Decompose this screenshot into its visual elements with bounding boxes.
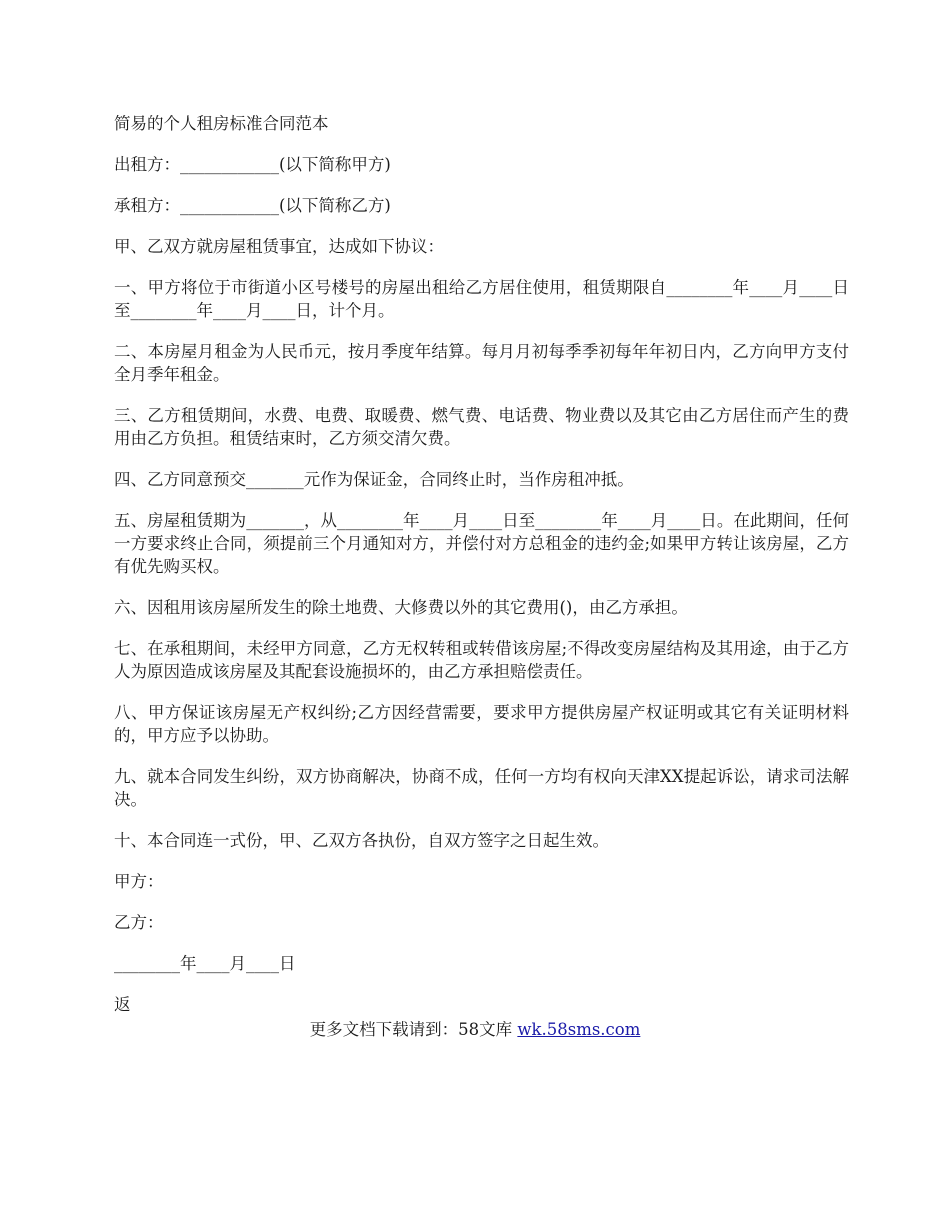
footer-prefix: 更多文档下载请到：58文库 xyxy=(309,1020,518,1039)
agreement-intro: 甲、乙双方就房屋租赁事宜，达成如下协议： xyxy=(114,237,444,256)
clause-10: 十、本合同连一式份，甲、乙双方各执份，自双方签字之日起生效。 xyxy=(114,831,609,850)
return-text: 返 xyxy=(114,995,131,1014)
clause-8: 八、甲方保证该房屋无产权纠纷;乙方因经营需要，要求甲方提供房屋产权证明或其它有关证明材料的，甲方应予以协助。 xyxy=(114,703,849,745)
clause-7: 七、在承租期间，未经甲方同意，乙方无权转租或转借该房屋;不得改变房屋结构及其用途，由于乙方人为原因造成该房屋及其配套设施损坏的，由乙方承担赔偿责任。 xyxy=(114,639,849,681)
footer xyxy=(0,1018,950,1041)
clause-4: 四、乙方同意预交_______元作为保证金，合同终止时，当作房租冲抵。 xyxy=(114,470,634,489)
lessee-line: 承租方：____________(以下简称乙方) xyxy=(114,196,391,215)
clause-2: 二、本房屋月租金为人民币元，按月季度年结算。每月月初每季季初每年年初日内，乙方向甲方支付全月季年租金。 xyxy=(114,342,849,384)
clause-6: 六、因租用该房屋所发生的除土地费、大修费以外的其它费用()，由乙方承担。 xyxy=(114,598,688,617)
footer-link[interactable]: wk.58sms.com xyxy=(517,1020,641,1039)
clause-9: 九、就本合同发生纠纷，双方协商解决，协商不成，任何一方均有权向天津XX提起诉讼，请求司法解决。 xyxy=(114,767,849,809)
party-a-signature: 甲方： xyxy=(114,872,164,891)
clause-5: 五、房屋租赁期为_______，从________年____月____日至________年____月____日。在此期间，任何一方要求终止合同，须提前三个月通知对方，并偿付对方总租金的违约金;如果甲方转让该房屋，乙方有优先购买权。 xyxy=(114,511,849,576)
clause-3: 三、乙方租赁期间，水费、电费、取暖费、燃气费、电话费、物业费以及其它由乙方居住而产生的费用由乙方负担。租赁结束时，乙方须交清欠费。 xyxy=(114,406,849,448)
clause-1: 一、甲方将位于市街道小区号楼号的房屋出租给乙方居住使用，租赁期限自________年____月____日至________年____月____日，计个月。 xyxy=(114,278,849,320)
document-title: 简易的个人租房标准合同范本 xyxy=(114,114,329,133)
signing-date: ________年____月____日 xyxy=(114,954,296,973)
lessor-line: 出租方：____________(以下简称甲方) xyxy=(114,155,391,174)
document-body xyxy=(114,112,849,1034)
party-b-signature: 乙方： xyxy=(114,913,164,932)
